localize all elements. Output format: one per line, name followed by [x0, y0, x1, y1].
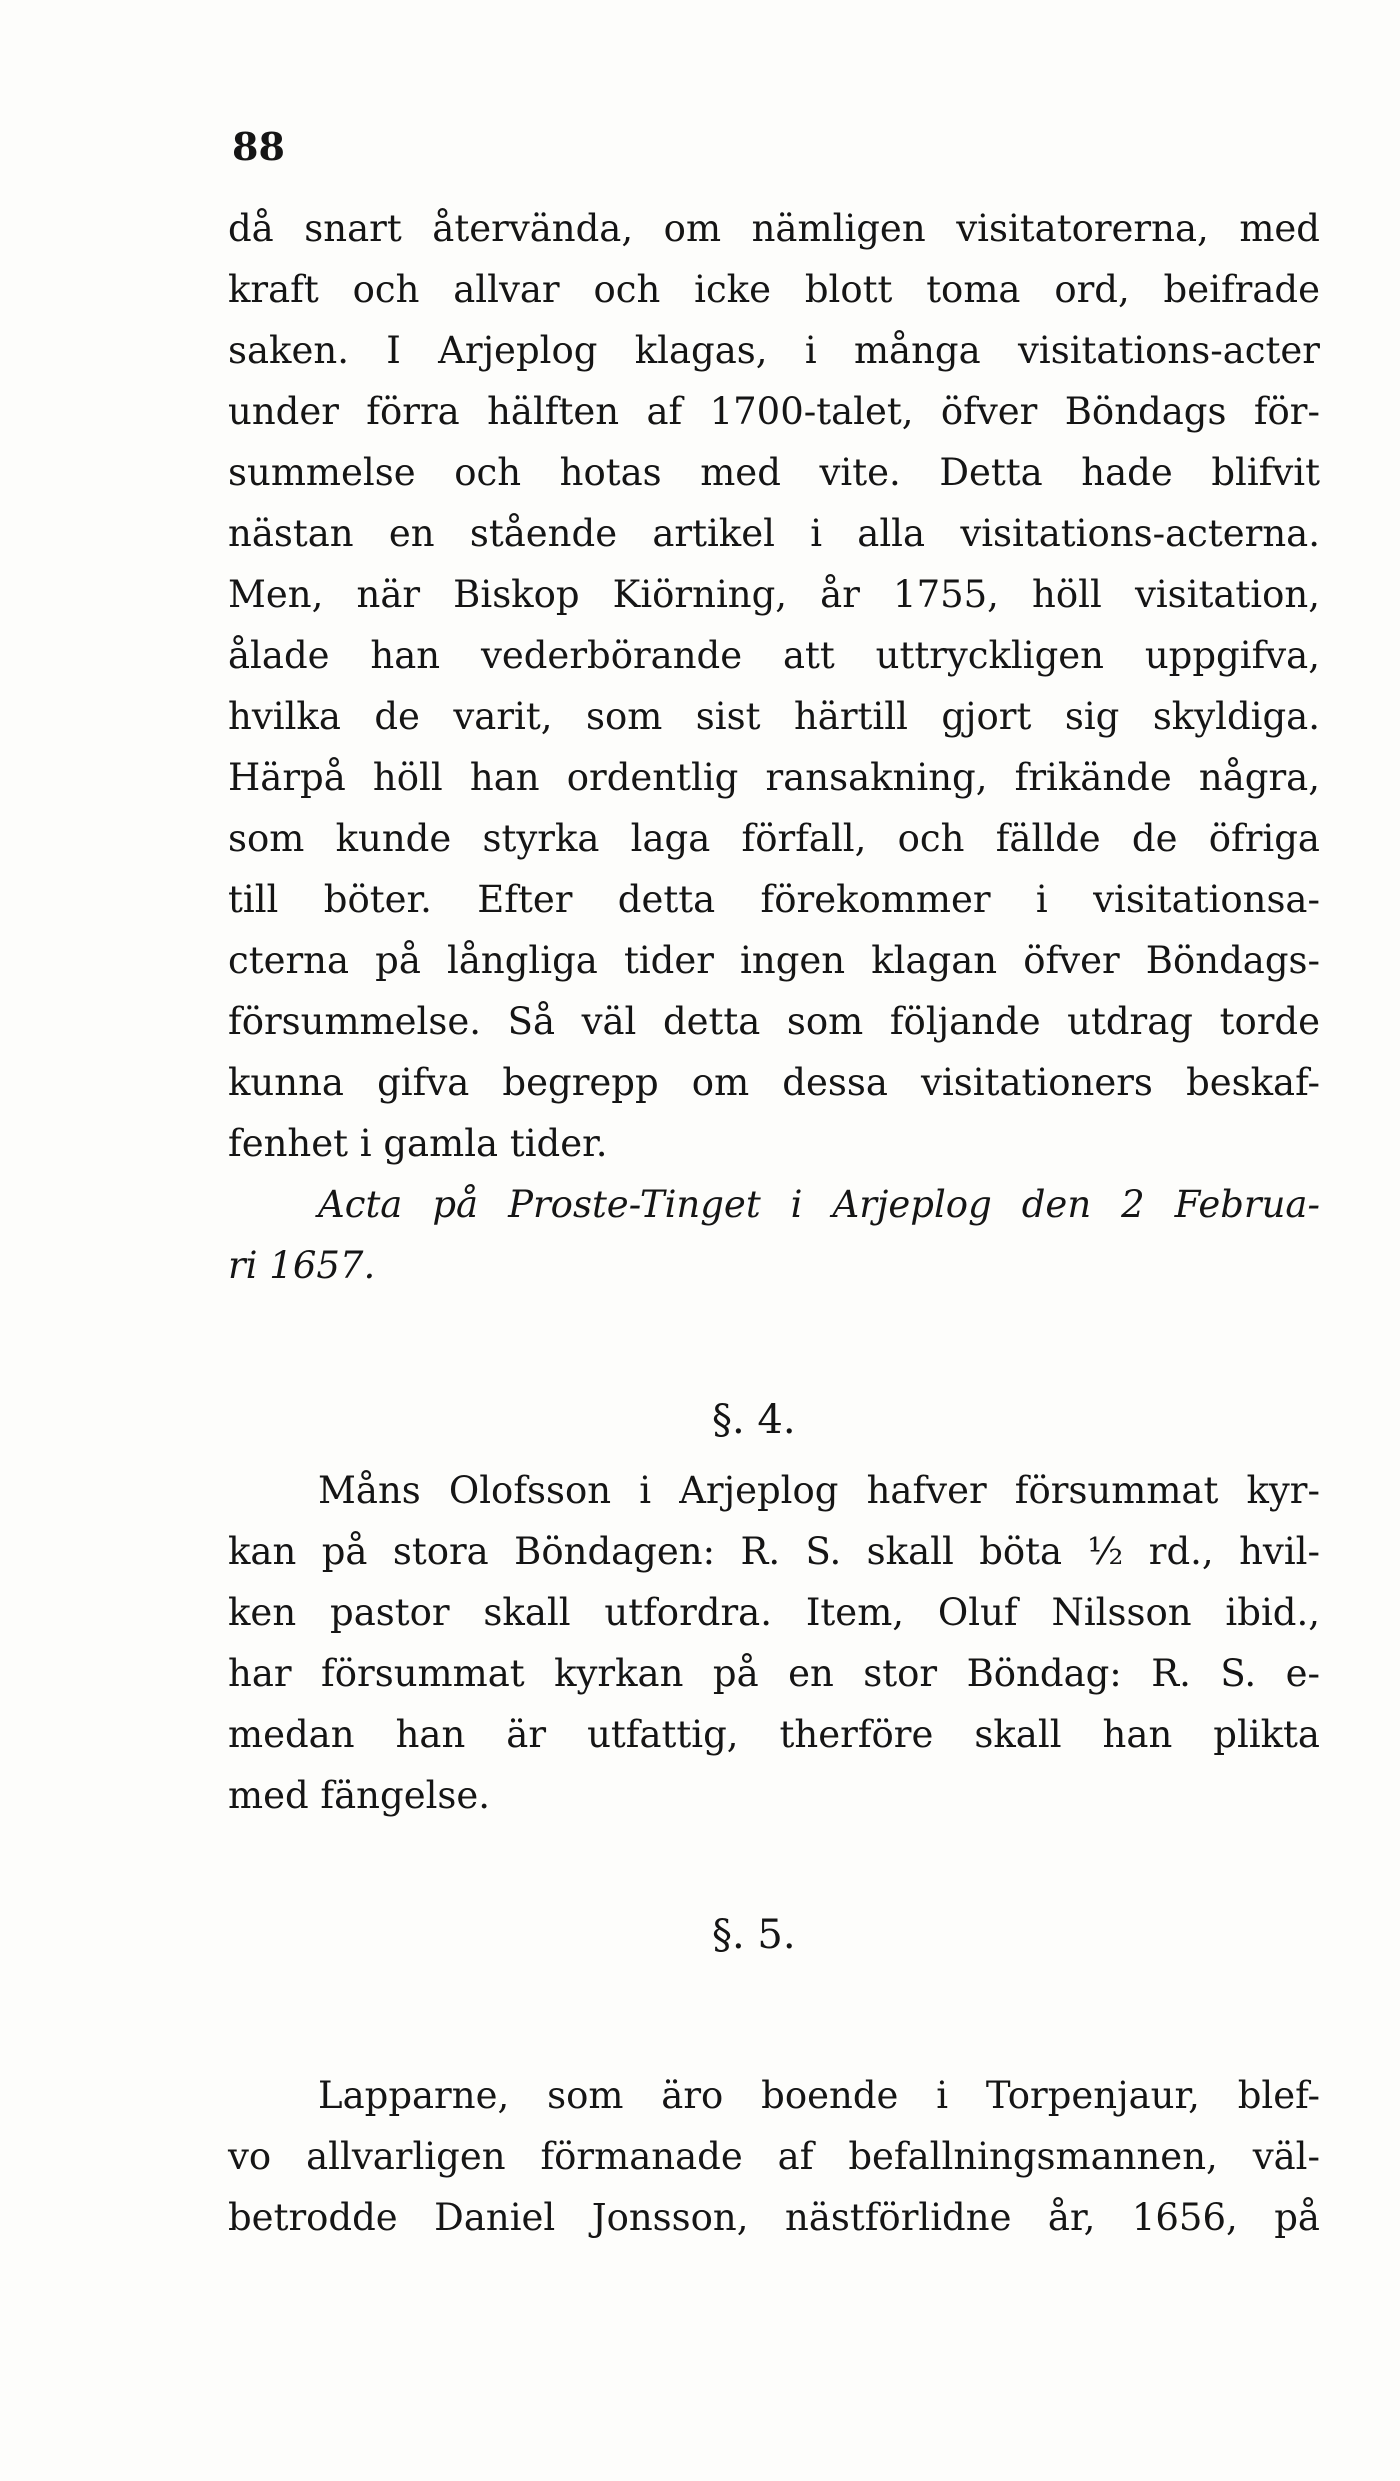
- text-line: har försummat kyrkan på en stor Böndag: R. S. e-: [228, 1652, 1320, 1695]
- text-line: till böter. Efter detta förekommer i visitationsa-: [228, 878, 1320, 921]
- text-line: kunna gifva begrepp om dessa visitationers beskaf-: [228, 1061, 1320, 1104]
- citation-line: Acta på Proste-Tinget i Arjeplog den 2 Februa-: [318, 1183, 1320, 1226]
- paragraph-1: [228, 198, 1320, 1296]
- section-heading-4: §. 4.: [712, 1397, 796, 1443]
- text-line: då snart återvända, om nämligen visitatorerna, med: [228, 207, 1320, 250]
- text-line: Lapparne, som äro boende i Torpenjaur, blef-: [318, 2074, 1320, 2117]
- text-line: ålade han vederbörande att uttryckligen uppgifva,: [228, 634, 1320, 677]
- text-line: medan han är utfattig, therföre skall han plikta: [228, 1713, 1320, 1756]
- text-line: försummelse. Så väl detta som följande utdrag torde: [228, 1000, 1320, 1043]
- page-number: 88: [232, 124, 285, 169]
- paragraph-3: [228, 2065, 1320, 2248]
- text-line: betrodde Daniel Jonsson, nästförlidne år, 1656, på: [228, 2196, 1320, 2239]
- text-line: summelse och hotas med vite. Detta hade blifvit: [228, 451, 1320, 494]
- text-line: vo allvarligen förmanade af befallningsmannen, väl-: [228, 2135, 1320, 2178]
- text-line: med fängelse.: [228, 1774, 491, 1817]
- text-line: cterna på långliga tider ingen klagan öfver Böndags-: [228, 939, 1320, 982]
- citation-line: ri 1657.: [228, 1244, 376, 1287]
- text-line: kraft och allvar och icke blott toma ord, beifrade: [228, 268, 1320, 311]
- text-line: nästan en stående artikel i alla visitations-acterna.: [228, 512, 1320, 555]
- text-line: under förra hälften af 1700-talet, öfver Böndags för-: [228, 390, 1320, 433]
- text-line: ken pastor skall utfordra. Item, Oluf Nilsson ibid.,: [228, 1591, 1320, 1634]
- text-line: fenhet i gamla tider.: [228, 1122, 608, 1165]
- text-line: som kunde styrka laga förfall, och fällde de öfriga: [228, 817, 1320, 860]
- paragraph-2: [228, 1460, 1320, 1826]
- text-line: hvilka de varit, som sist härtill gjort sig skyldiga.: [228, 695, 1320, 738]
- text-line: Men, när Biskop Kiörning, år 1755, höll visitation,: [228, 573, 1320, 616]
- text-line: Måns Olofsson i Arjeplog hafver försummat kyr-: [318, 1469, 1320, 1512]
- text-line: saken. I Arjeplog klagas, i många visitations-acter: [228, 329, 1320, 372]
- text-line: Härpå höll han ordentlig ransakning, frikände några,: [228, 756, 1320, 799]
- text-line: kan på stora Böndagen: R. S. skall böta ½ rd., hvil-: [228, 1530, 1320, 1573]
- section-heading-5: §. 5.: [712, 1912, 796, 1958]
